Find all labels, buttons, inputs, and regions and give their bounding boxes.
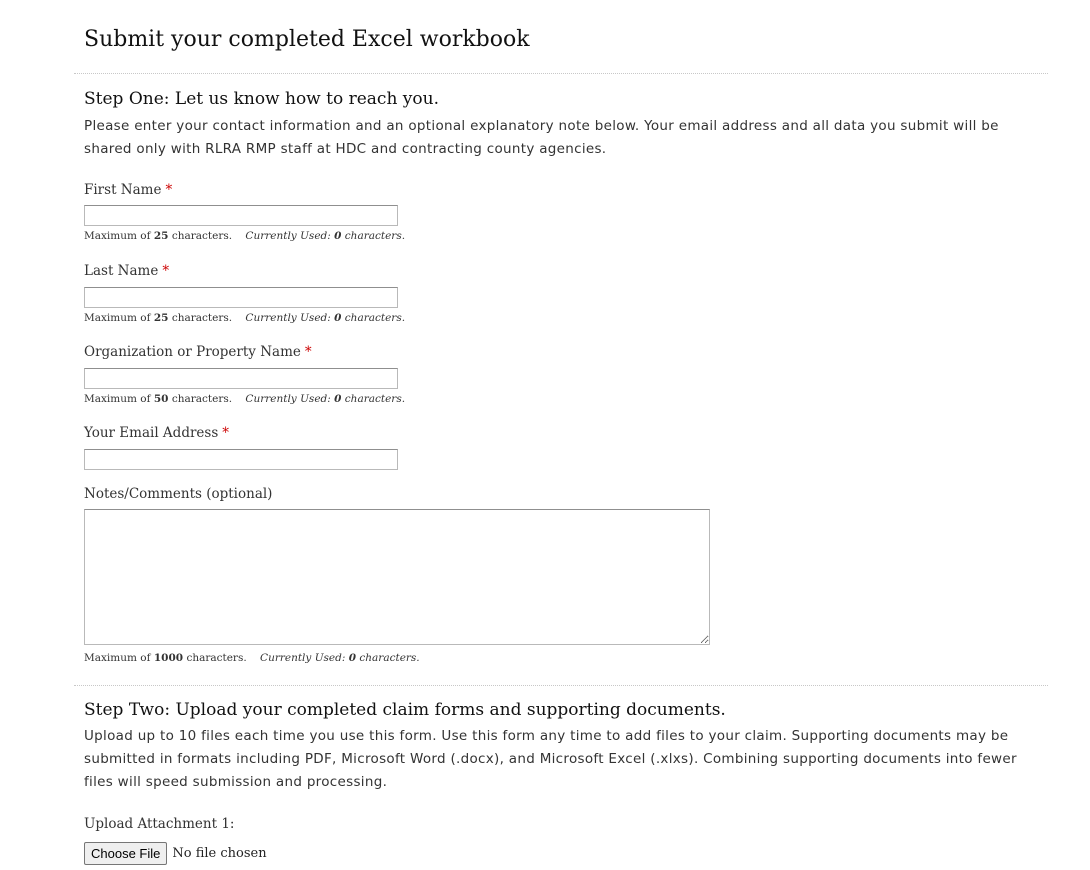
max-count: 25 [153, 230, 169, 242]
used-prefix: Currently Used: [245, 230, 331, 242]
last-name-label-text: Last Name [84, 263, 159, 279]
organization-input[interactable] [84, 368, 398, 389]
used-text [245, 230, 405, 242]
file-upload-control [84, 842, 267, 865]
notes-label-text: Notes/Comments (optional) [84, 486, 273, 502]
max-count: 1000 [153, 652, 184, 664]
last-name-label [84, 263, 169, 279]
max-prefix: Maximum of [84, 230, 151, 242]
email-label [84, 425, 229, 441]
notes-char-counter [84, 652, 420, 664]
used-text [245, 312, 405, 324]
notes-label [84, 486, 272, 502]
organization-label-text: Organization or Property Name [84, 344, 301, 360]
used-count: 0 [334, 230, 342, 242]
used-suffix: characters. [344, 230, 406, 242]
used-prefix: Currently Used: [260, 652, 346, 664]
first-name-char-counter [84, 230, 405, 242]
email-label-text: Your Email Address [84, 425, 219, 441]
used-count: 0 [334, 312, 342, 324]
page-title: Submit your completed Excel workbook [84, 27, 530, 52]
first-name-label [84, 182, 172, 198]
last-name-char-counter [84, 312, 405, 324]
max-suffix: characters. [171, 393, 233, 405]
max-count: 50 [153, 393, 169, 405]
required-marker: * [162, 263, 170, 279]
used-text [260, 652, 420, 664]
upload-attachment-label [84, 816, 234, 832]
required-marker: * [304, 344, 312, 360]
used-prefix: Currently Used: [245, 393, 331, 405]
max-prefix: Maximum of [84, 393, 151, 405]
section-divider [74, 73, 1048, 74]
max-count: 25 [153, 312, 169, 324]
step-one-heading: Step One: Let us know how to reach you. [84, 89, 439, 109]
notes-textarea[interactable] [84, 509, 710, 645]
used-prefix: Currently Used: [245, 312, 331, 324]
organization-char-counter [84, 393, 405, 405]
email-input[interactable] [84, 449, 398, 470]
required-marker: * [222, 425, 230, 441]
upload-attachment-label-text: Upload Attachment 1: [84, 816, 235, 832]
max-suffix: characters. [171, 230, 233, 242]
first-name-input[interactable] [84, 205, 398, 226]
max-suffix: characters. [171, 312, 233, 324]
section-divider [74, 685, 1048, 686]
used-count: 0 [334, 393, 342, 405]
step-two-description: Upload up to 10 files each time you use this form. Use this form any time to add files to your claim. Supporting documents may be submitted in formats including PDF, Microsoft Word (.docx), and Microsoft Excel (.xlxs). Combining supporting documents into fewer files will speed submission and processing. [84, 728, 1017, 790]
choose-file-button[interactable]: Choose File [84, 842, 167, 865]
step-one-description: Please enter your contact information and an optional explanatory note below. Your email address and all data you submit will be shared only with RLRA RMP staff at HDC and contracting county agencies. [84, 118, 999, 157]
used-count: 0 [348, 652, 357, 664]
used-suffix: characters. [344, 312, 406, 324]
step-two-heading: Step Two: Upload your completed claim forms and supporting documents. [84, 700, 726, 720]
required-marker: * [165, 182, 173, 198]
max-prefix: Maximum of [84, 312, 151, 324]
organization-label [84, 344, 312, 360]
used-suffix: characters. [344, 393, 406, 405]
used-suffix: characters. [359, 652, 420, 664]
max-suffix: characters. [186, 652, 247, 664]
first-name-label-text: First Name [84, 182, 162, 198]
last-name-input[interactable] [84, 287, 398, 308]
max-prefix: Maximum of [84, 652, 151, 664]
used-text [245, 393, 405, 405]
file-status-text: No file chosen [172, 846, 267, 861]
